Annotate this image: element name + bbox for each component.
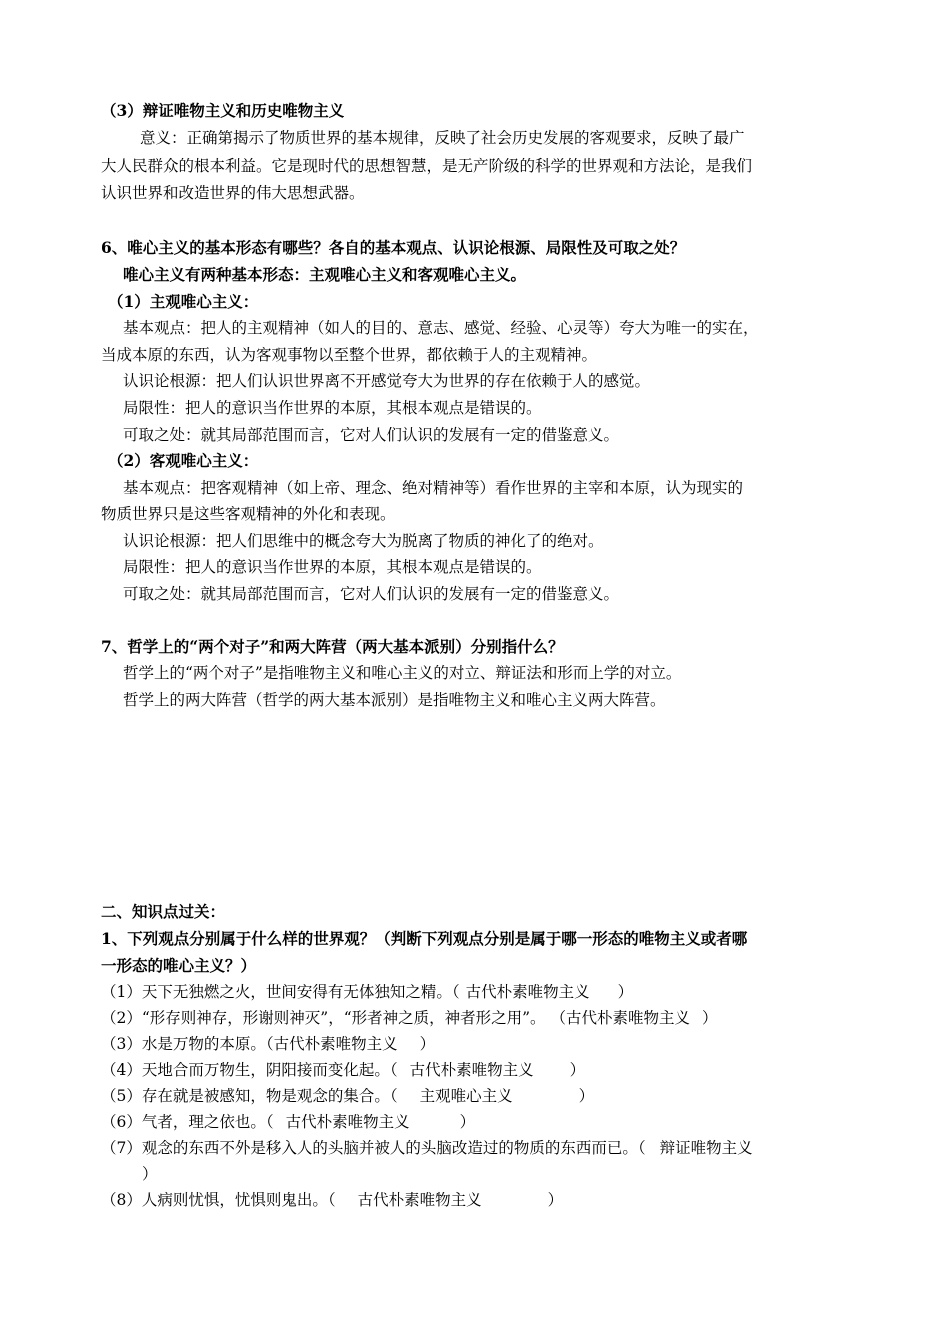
exercise-1-title: 一形态的唯心主义？） [101,956,257,975]
item-answer: 古代朴素唯物主义 [357,1191,482,1209]
objective-limitation: 局限性：把人的意识当作世界的本原，其根本观点是错误的。 [123,558,542,576]
item-answer: 主观唯心主义 [419,1087,513,1105]
section-3-paragraph-line: 大人民群众的根本利益。它是现时代的思想智慧，是无产阶级的科学的世界观和方法论，是我们 [101,157,753,175]
item-statement: （8）人病则忧惧，忧惧则鬼出。（ [101,1191,336,1209]
exercise-item [101,1034,435,1054]
item-statement: （6）气者，理之依也。（ [101,1113,274,1131]
exercise-item [101,1138,753,1158]
part-2-heading: 二、知识点过关： [101,902,226,921]
item-bracket: ） [578,1087,595,1105]
item-statement: （1）天下无独燃之火，世间安得有无体独知之精。（ [101,983,460,1001]
question-7-answer: 哲学上的“两个对子”是指唯物主义和唯心主义的对立、辩证法和形而上学的对立。 [123,664,682,682]
objective-basic-view: 物质世界只是这些客观精神的外化和表现。 [101,505,396,523]
exercise-item [101,1008,718,1028]
item-bracket: ） [459,1113,476,1131]
item-answer: 古代朴素唯物主义 [273,1035,398,1053]
item-statement: （3）水是万物的本原。（ [101,1035,274,1053]
exercise-item [101,982,633,1002]
question-6-title: 6、唯心主义的基本形态有哪些？各自的基本观点、认识论根源、局限性及可取之处？ [101,238,686,257]
section-3-paragraph-line: 意义：正确第揭示了物质世界的基本规律，反映了社会历史发展的客观要求，反映了最广 [140,129,745,147]
exercise-item [101,1060,585,1080]
section-3-paragraph-line: 认识世界和改造世界的伟大思想武器。 [101,184,365,202]
exercise-1-title: 1、下列观点分别属于什么样的世界观？（判断下列观点分别是属于哪一形态的唯物主义或者哪 [101,929,748,948]
item-answer: 古代朴素唯物主义 [285,1113,410,1131]
subjective-idealism-heading: （1）主观唯心主义： [108,292,259,311]
subjective-basic-view: 基本观点：把人的主观精神（如人的目的、意志、感觉、经验、心灵等）夸大为唯一的实在， [123,319,759,337]
section-3-heading: （3）辩证唯物主义和历史唯物主义 [101,101,345,120]
exercise-item [101,1190,563,1210]
subjective-merit: 可取之处：就其局部范围而言，它对人们认识的发展有一定的借鉴意义。 [123,426,620,444]
item-answer: 辩证唯物主义 [659,1139,753,1157]
question-6-intro: 唯心主义有两种基本形态：主观唯心主义和客观唯心主义。 [123,265,527,284]
exercise-item-continuation: ） [142,1165,158,1183]
subjective-limitation: 局限性：把人的意识当作世界的本原，其根本观点是错误的。 [123,399,542,417]
objective-epistemic-root: 认识论根源：把人们思维中的概念夸大为脱离了物质的神化了的绝对。 [123,532,604,550]
exercise-item [101,1086,594,1106]
item-answer: 古代朴素唯物主义 [566,1009,691,1027]
exercise-item [101,1112,475,1132]
item-bracket: ） [569,1061,586,1079]
item-statement: （2）“形存则神存，形谢则神灭”，“形者神之质，神者形之用”。 （ [101,1009,566,1027]
item-statement: （7）观念的东西不外是移入人的头脑并被人的头脑改造过的物质的东西而已。（ [101,1139,646,1157]
question-7-title: 7、哲学上的“两个对子”和两大阵营（两大基本派别）分别指什么？ [101,637,564,656]
subjective-epistemic-root: 认识论根源：把人们认识世界离不开感觉夸大为世界的存在依赖于人的感觉。 [123,372,651,390]
question-7-answer: 哲学上的两大阵营（哲学的两大基本派别）是指唯物主义和唯心主义两大阵营。 [123,691,666,709]
item-bracket: ） [419,1035,436,1053]
objective-idealism-heading: （2）客观唯心主义： [108,451,259,470]
item-statement: （4）天地合而万物生，阴阳接而变化起。（ [101,1061,398,1079]
objective-basic-view: 基本观点：把客观精神（如上帝、理念、绝对精神等）看作世界的主宰和本原，认为现实的 [123,479,744,497]
item-answer: 古代朴素唯物主义 [409,1061,534,1079]
subjective-basic-view: 当成本原的东西，认为客观事物以至整个世界，都依赖于人的主观精神。 [101,346,598,364]
item-bracket: ） [702,1009,718,1027]
objective-merit: 可取之处：就其局部范围而言，它对人们认识的发展有一定的借鉴意义。 [123,585,620,603]
item-bracket: ） [547,1191,564,1209]
item-statement: （5）存在就是被感知，物是观念的集合。（ [101,1087,398,1105]
item-answer: 古代朴素唯物主义 [465,983,590,1001]
item-bracket: ） [617,983,634,1001]
